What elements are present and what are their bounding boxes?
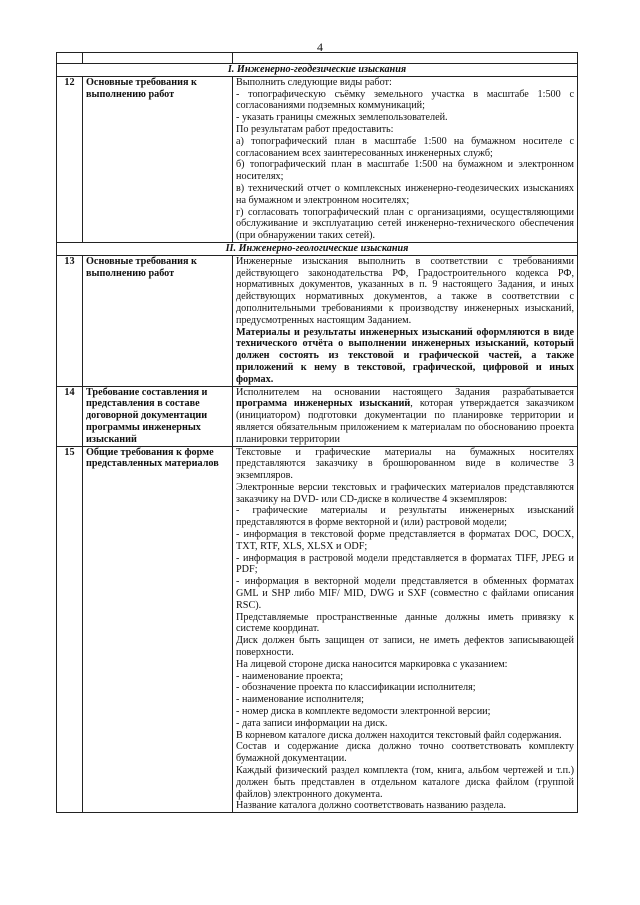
row-body xyxy=(233,255,578,386)
table-row-12 xyxy=(57,76,578,242)
section-heading-geodetic xyxy=(57,64,578,77)
body-line: - наименование исполнителя; xyxy=(236,694,364,706)
page-number: 4 xyxy=(317,40,323,54)
row-number: 12 xyxy=(57,76,83,242)
body-line: Выполнить следующие виды работ: xyxy=(236,76,392,88)
body-line: - графические материалы и результаты инженерных изысканий представляются в форме векторной и (или) растровой модели; xyxy=(236,505,574,529)
body-text: , которая утверждается заказчиком (инициатором) подготовки документации по планировке территории и является обязательным приложением к материалам по обоснованию проекта планировки территории xyxy=(236,398,574,445)
body-paragraph: Инженерные изыскания выполнить в соответствии с требованиями действующего законодательства РФ, Градостроительного кодекса РФ, нормативных документов, указанных в п. 9 настоящего Задания, и иных действующих нормативных документов, а также в соответствии с дополнительными требованиями к производству инженерных изысканий, предусмотренных настоящим Заданием. xyxy=(236,255,574,326)
section-heading-geological xyxy=(57,242,578,255)
body-line: г) согласовать топографический план с организациями, осуществляющими обслуживание и эксплуатацию сетей инженерно-технического обеспечения (при обнаружении таких сетей). xyxy=(236,206,574,242)
body-line: - информация в растровой модели представляется в форматах TIFF, JPEG и PDF; xyxy=(236,552,574,576)
body-line: Состав и содержание диска должно точно соответствовать комплекту бумажной документации. xyxy=(236,741,574,765)
row-number: 14 xyxy=(57,386,83,446)
body-line: Диск должен быть защищен от записи, не иметь дефектов записывающей поверхности. xyxy=(236,635,574,659)
header-spacer-row xyxy=(57,53,578,64)
body-line: Представляемые пространственные данные должны иметь привязку к системе координат. xyxy=(236,611,574,635)
body-text-bold: программа инженерных изысканий xyxy=(236,398,411,410)
body-line: Электронные версии текстовых и графических материалов представляются заказчику на DVD- или CD-диске в количестве 4 экземпляров: xyxy=(236,481,574,505)
body-line: В корневом каталоге диска должен находится текстовый файл содержания. xyxy=(236,729,562,741)
body-paragraph-bold: Материалы и результаты инженерных изысканий оформляются в виде технического отчёта о выполнении инженерных изысканий, который должен состоять из текстовой и графической частей, а также приложений к нему в текстовой, графической, цифровой и иных формах. xyxy=(236,326,574,385)
row-number: 13 xyxy=(57,255,83,386)
row-title: Требование составления и представления в составе договорной документации программы инженерных изысканий xyxy=(83,386,233,446)
row-body xyxy=(233,386,578,446)
table-row-15 xyxy=(57,446,578,813)
body-line: а) топографический план в масштабе 1:500 на бумажном носителе с согласованием всех заинтересованных инженерных служб; xyxy=(236,135,574,159)
body-line: На лицевой стороне диска наносится маркировка с указанием: xyxy=(236,658,508,670)
row-title: Основные требования к выполнению работ xyxy=(83,76,233,242)
section-title: II. Инженерно-геологические изыскания xyxy=(57,242,578,255)
table-row-13 xyxy=(57,255,578,386)
body-line: Каждый физический раздел комплекта (том, книга, альбом чертежей и т.п.) должен быть представлен в отдельном каталоге диска файлом (группой файлов) электронного документа. xyxy=(236,765,574,800)
body-line: б) топографический план в масштабе 1:500 на бумажном и электронном носителях; xyxy=(236,159,574,183)
body-line: Текстовые и графические материалы на бумажных носителях представляются заказчику в брошюрованном виде в количестве 3 экземпляров. xyxy=(236,446,574,482)
row-title: Основные требования к выполнению работ xyxy=(83,255,233,386)
body-line: - номер диска в комплекте ведомости электронной версии; xyxy=(236,706,491,718)
body-line: - информация в векторной модели представляется в обменных форматах GML и SHP либо MIF/ MID, DWG и SXF (совместно с файлами описания RSC). xyxy=(236,576,574,611)
body-line: - указать границы смежных землепользователей. xyxy=(236,112,448,124)
body-text: Исполнителем на основании настоящего Задания разрабатывается xyxy=(236,386,574,398)
section-title: I. Инженерно-геодезические изыскания xyxy=(57,64,578,77)
body-line: в) технический отчет о комплексных инженерно-геодезических изысканиях на бумажном и электронном носителях; xyxy=(236,182,574,206)
body-line: - наименование проекта; xyxy=(236,670,344,682)
body-line: - топографическую съёмку земельного участка в масштабе 1:500 с согласованиями подземных коммуникаций; xyxy=(236,88,574,112)
body-paragraph xyxy=(236,387,574,446)
row-number: 15 xyxy=(57,446,83,813)
row-body xyxy=(233,76,578,242)
body-line: По результатам работ предоставить: xyxy=(236,123,394,135)
body-line: - информация в текстовой форме представляется в форматах DOC, DOCX, TXT, RTF, XLS, XLSX и ODF; xyxy=(236,529,574,552)
body-line: Название каталога должно соответствовать названию раздела. xyxy=(236,800,506,812)
body-line: - обозначение проекта по классификации исполнителя; xyxy=(236,682,476,694)
row-title: Общие требования к форме представленных материалов xyxy=(83,446,233,813)
row-body xyxy=(233,446,578,813)
requirements-table xyxy=(56,52,578,813)
table-row-14 xyxy=(57,386,578,446)
body-line: - дата записи информации на диск. xyxy=(236,717,388,729)
